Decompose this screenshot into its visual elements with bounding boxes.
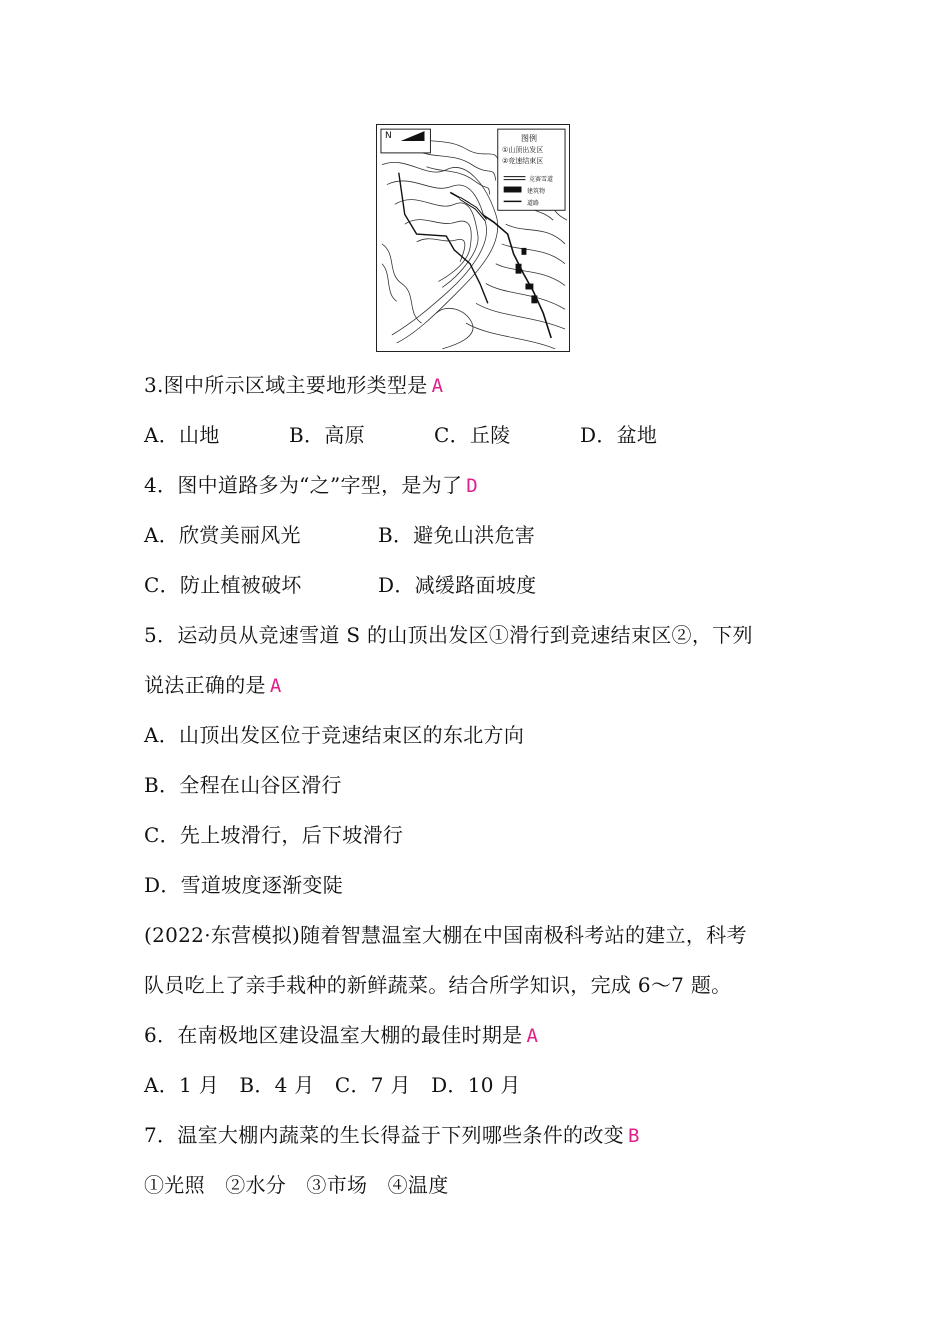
legend-item-road: 道路 [527,200,540,207]
legend-item-ski-run: 竞赛雪道 [529,176,554,183]
q4-option-a: A．欣赏美丽风光 [144,523,301,547]
question-5-stem-2: 说法正确的是 [144,673,266,697]
question-5-stem-1: 5．运动员从竞速雪道 S 的山顶出发区①滑行到竞速结束区②，下列 [144,623,753,647]
question-4-options-row1 [144,522,535,548]
q3-option-b: B．高原 [289,423,365,447]
intro-line-2: 队员吃上了亲手栽种的新鲜蔬菜。结合所学知识，完成 6～7 题。 [144,973,732,997]
q5-option-c: C．先上坡滑行，后下坡滑行 [144,823,404,847]
q3-option-d: D．盆地 [580,423,658,447]
question-6-answer: A [526,1025,539,1047]
question-7-answer: B [627,1125,640,1147]
question-5-line2 [144,672,282,699]
question-7-stem: 7．温室大棚内蔬菜的生长得益于下列哪些条件的改变 [144,1123,624,1147]
intro-line-1: (2022·东营模拟)随着智慧温室大棚在中国南极科考站的建立，科考 [144,923,747,947]
q5-option-d: D．雪道坡度逐渐变陡 [144,873,344,897]
question-4-answer: D [466,475,479,497]
q3-option-c: C．丘陵 [434,423,511,447]
question-7-options: ①光照 ②水分 ③市场 ④温度 [144,1173,449,1197]
question-3 [144,372,443,399]
question-3-stem: 3.图中所示区域主要地形类型是 [144,373,428,397]
q4-option-d: D．减缓路面坡度 [378,573,537,597]
legend-item-building: 建筑物 [527,188,546,195]
q5-option-b: B．全程在山谷区滑行 [144,773,342,797]
question-6 [144,1022,538,1049]
q3-option-a: A．山地 [144,423,220,447]
topographic-map [376,124,570,352]
legend-item-finish: ②竞速结束区 [502,157,544,165]
question-4 [144,472,478,499]
q4-option-b: B．避免山洪危害 [378,523,536,547]
question-4-stem: 4．图中道路多为“之”字型，是为了 [144,473,463,497]
q4-option-c: C．防止植被破坏 [144,573,302,597]
legend-title: 图例 [521,134,537,143]
question-6-stem: 6．在南极地区建设温室大棚的最佳时期是 [144,1023,523,1047]
question-6-options: A．1 月 B．4 月 C．7 月 D．10 月 [144,1073,521,1097]
legend-item-start: ①山顶出发区 [502,146,544,154]
question-5-answer: A [269,675,282,697]
question-7 [144,1122,640,1149]
north-label: N [385,131,392,141]
q5-option-a: A．山顶出发区位于竞速结束区的东北方向 [144,723,525,747]
question-3-answer: A [431,375,444,397]
question-3-options [144,422,657,448]
question-5-line1 [144,622,753,648]
question-4-options-row2 [144,572,536,598]
